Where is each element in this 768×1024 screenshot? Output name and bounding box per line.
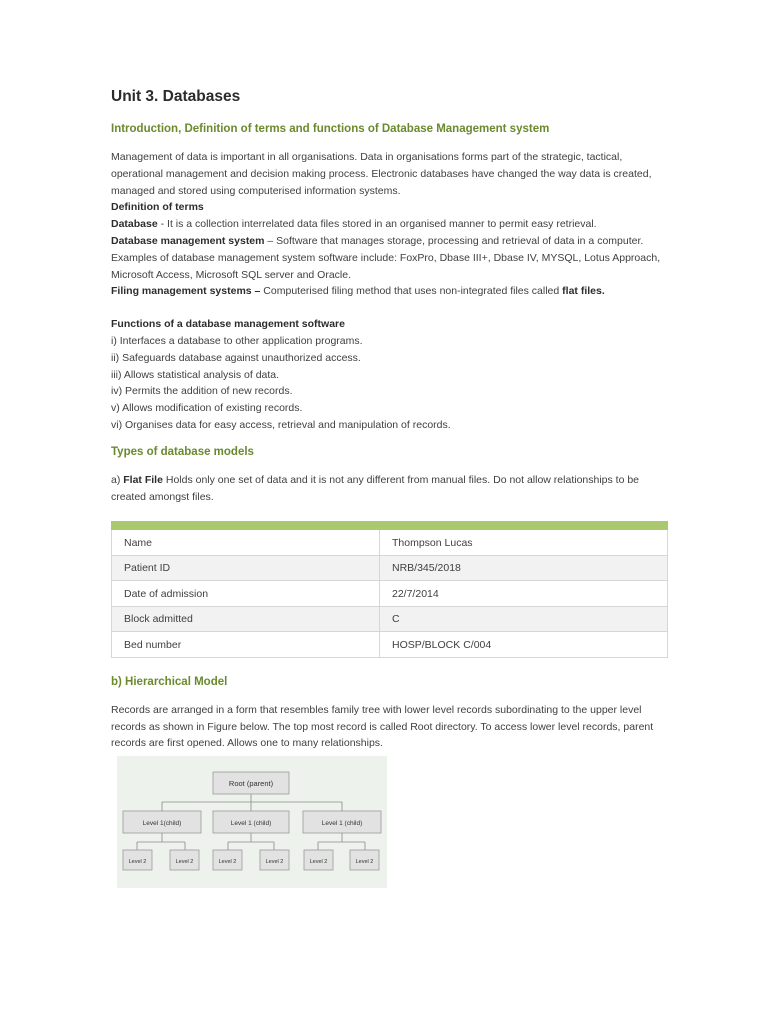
function-item: i) Interfaces a database to other application programs. [111,334,363,347]
level2-label: Level 2 [265,859,284,866]
flat-files-term: flat files. [562,285,605,298]
intro-heading: Introduction, Definition of terms and functions of Database Management system [111,123,550,135]
definitions-heading-text: Definition of terms [111,201,204,214]
table-header-row [112,522,668,530]
filing-term: Filing management systems – [111,285,261,298]
table-row [112,606,668,632]
level1-label: Level 1 (child) [321,820,363,828]
functions-heading-text: Functions of a database management software [111,318,345,331]
function-item: v) Allows modification of existing records. [111,402,303,415]
flat-file-desc: Holds only one set of data and it is not any different from manual files. Do not allow relationships to be created amongst files. [111,473,640,503]
level2-label: Level 2 [355,859,374,866]
table-header-cell [380,522,668,530]
filing-def-text: Computerised filing method that uses non-integrated files called [260,285,563,298]
function-item: iii) Allows statistical analysis of data. [111,368,280,381]
table-row [112,555,668,581]
hierarchy-svg [117,756,387,888]
table-header-cell [112,522,380,530]
row-value: HOSP/BLOCK C/004 [380,632,668,658]
hierarchical-heading: b) Hierarchical Model [111,675,228,688]
table-row [112,530,668,556]
definitions-heading [111,199,671,216]
table-row [112,632,668,658]
row-value: 22/7/2014 [380,581,668,607]
flat-file-term: Flat File [123,473,163,486]
flat-file-paragraph [111,472,671,506]
document-page [111,88,671,888]
function-item: vi) Organises data for easy access, retrieval and manipulation of records. [111,418,451,431]
root-label: Root (parent) [228,779,274,789]
functions-block [111,316,671,434]
function-item: ii) Safeguards database against unauthorized access. [111,351,361,364]
row-label: Date of admission [112,581,380,607]
level2-label: Level 2 [128,859,147,866]
unit-title: Unit 3. Databases [111,88,241,105]
intro-block [111,149,671,300]
filing-definition [111,283,671,300]
database-definition [111,216,671,233]
row-value: Thompson Lucas [380,530,668,556]
row-value: C [380,606,668,632]
functions-heading [111,316,671,333]
intro-paragraph: Management of data is important in all organisations. Data in organisations forms part of the strategic, tactical, operational management and decision making process. Electronic databases have changed the way data is created, managed and stored using computerised information systems. [111,151,652,197]
level1-label: Level 1(child) [142,820,182,828]
level2-label: Level 2 [175,859,194,866]
dbms-term: Database management system [111,234,265,247]
flat-prefix: a) [111,473,124,486]
row-label: Block admitted [112,606,380,632]
patient-record-table [111,521,668,658]
row-label: Bed number [112,632,380,658]
dbms-def-text: – Software that manages storage, processing and retrieval of data in a computer. Examples of database management system software include: FoxPro, Dbase III+, Dbase IV, MYSQL, Lotus Approach, Microsoft Access, Microsoft SQL server and Oracle. [111,234,661,281]
row-value: NRB/345/2018 [380,555,668,581]
database-term: Database [111,218,158,231]
hierarchical-paragraph: Records are arranged in a form that resembles family tree with lower level records subordinating to the upper level records as shown in Figure below. The top most record is called Root directory. To access lower level records, parent records are first opened. Allows one to many relationships. [111,703,654,750]
database-def-text: - It is a collection interrelated data files stored in an organised manner to permit easy retrieval. [157,218,597,231]
dbms-definition [111,233,671,283]
hierarchy-diagram [117,756,387,888]
table-row [112,581,668,607]
level2-label: Level 2 [309,859,328,866]
row-label: Name [112,530,380,556]
function-item: iv) Permits the addition of new records. [111,385,293,398]
level2-label: Level 2 [218,859,237,866]
level1-label: Level 1 (child) [230,820,272,828]
types-heading: Types of database models [111,445,254,458]
row-label: Patient ID [112,555,380,581]
